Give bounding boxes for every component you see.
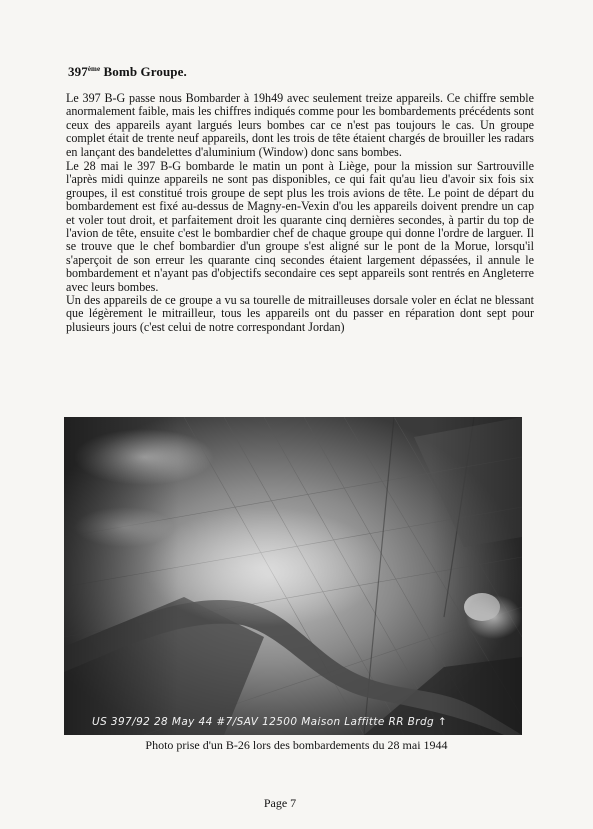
heading-number: 397 (68, 64, 88, 79)
aerial-photo-image (64, 417, 522, 735)
heading-text: Bomb Groupe. (100, 64, 187, 79)
section-heading (68, 64, 187, 80)
paragraph-block (66, 160, 534, 334)
paragraph-may-28: Le 28 mai le 397 B-G bombarde le matin un pont à Liège, pour la mission sur Sartrouville l'après midi quinze appareils ne sont pas disponibles, ce qui fait qu'au lieu d'avoir six fois six groupes, il est constitué trois groupe de sept plus les trois avions de tête. Le point de départ du bombardement est fixé au-dessus de Magny-en-Vexin d'ou les appareils doivent prendre un cap et voler tout droit, et parfaitement droit les quarante cinq dernières secondes, à partir du top de l'avion de tête, ensuite c'est le bombardier chef de chaque groupe qui donne l'ordre de larguer. Il se trouve que le chef bombardier d'un groupe s'est aligné sur le pont de la Morue, lorsqu'il s'aperçoit de son erreur les quarante cinq secondes étaient largement dépassées, il annule le bombardement et n'ayant pas d'objectifs secondaire ces sept appareils sont rentrés en Angleterre avec leurs bombes. (66, 159, 534, 294)
paragraph-intro: Le 397 B-G passe nous Bombarder à 19h49 avec seulement treize appareils. Ce chiffre semble anormalement faible, mais les chiffres indiqués comme pour les bombardements précédents sont ceux des appareils ayant largués leurs bombes car ce n'est pas toujours le cas. Un groupe complet était de trente neuf appareils, dont les trois de tête étaient chargés de brouiller les radars en lançant des bandelettes d'aluminium (Window) donc sans bombes. (66, 91, 534, 159)
page-number: Page 7 (263, 796, 297, 810)
heading-suffix: ème (87, 65, 101, 73)
photo-caption: Photo prise d'un B-26 lors des bombardements du 28 mai 1944 (145, 738, 448, 752)
photo-annotation: US 397/92 28 May 44 #7/SAV 12500 Maison Laffitte RR Brdg ↑ (92, 716, 448, 728)
aerial-photo (64, 417, 522, 735)
paragraph-turret: Un des appareils de ce groupe a vu sa tourelle de mitrailleuses dorsale voler en éclat ne blessant que légèrement le mitrailleur, tous les appareils ont du passer en réparation dont sept pour plusieurs jours (c'est celui de notre correspondant Jordan) (66, 293, 534, 334)
